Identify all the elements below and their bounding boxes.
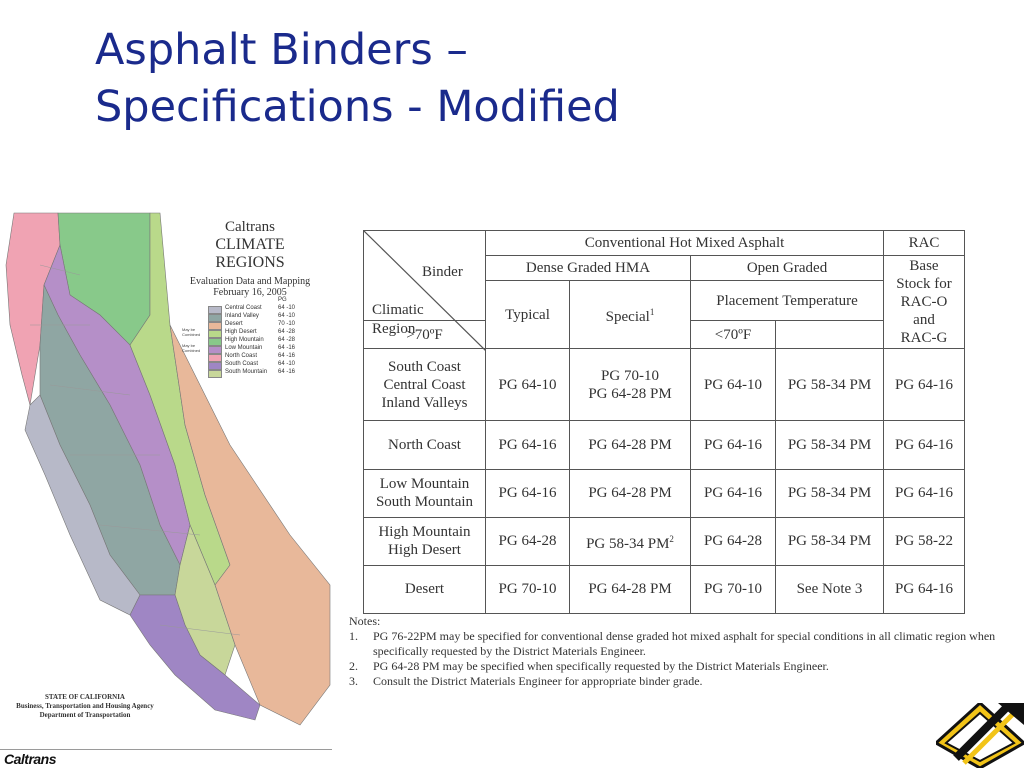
footnote-mark: 1 bbox=[649, 307, 655, 318]
header-climatic-region bbox=[372, 301, 424, 339]
region-line: High Mountain bbox=[378, 524, 471, 541]
cell-rac: PG 64-16 bbox=[884, 469, 965, 517]
header-base-line: RAC-G bbox=[900, 330, 948, 347]
cell-lt70: PG 58-34 PM bbox=[776, 517, 884, 565]
table-row bbox=[364, 469, 965, 517]
map-agency-line: Business, Transportation and Housing Agency bbox=[16, 702, 154, 710]
slide-title-line-1: Asphalt Binders – bbox=[95, 25, 468, 75]
cell-region: Desert bbox=[364, 565, 486, 613]
table-row bbox=[364, 421, 965, 469]
header-climatic-line: Climatic bbox=[372, 302, 424, 318]
combine-note: May be Combined bbox=[182, 327, 201, 337]
header-base-line: Base bbox=[909, 258, 939, 275]
table-row bbox=[364, 349, 965, 421]
region-line: South Mountain bbox=[375, 494, 474, 511]
header-rac: RAC bbox=[884, 231, 965, 256]
special-value: PG 58-34 PM bbox=[586, 535, 670, 552]
cell-region bbox=[364, 349, 486, 421]
climate-regions-map bbox=[0, 205, 332, 733]
header-dense-graded: Dense Graded HMA bbox=[486, 256, 691, 281]
legend-item bbox=[208, 345, 328, 353]
slide-title-line-2: Specifications - Modified bbox=[95, 82, 620, 132]
legend-pg: 70 -10 bbox=[278, 321, 296, 327]
legend-pg: 64 -10 bbox=[278, 313, 296, 319]
legend-name: High Desert bbox=[225, 329, 257, 335]
cell-region bbox=[364, 517, 486, 565]
cell-typical: PG 64-10 bbox=[486, 349, 570, 421]
legend-name: South Mountain bbox=[225, 369, 268, 375]
legend-item bbox=[208, 313, 328, 321]
table-notes bbox=[349, 614, 1009, 689]
cell-rac: PG 64-16 bbox=[884, 565, 965, 613]
cell-region bbox=[364, 469, 486, 517]
map-title-caltrans: Caltrans bbox=[225, 219, 275, 235]
special-line: PG 64-28 PM bbox=[588, 385, 672, 402]
notes-heading: Notes: bbox=[349, 614, 381, 628]
note-number: 1. bbox=[349, 629, 358, 643]
map-subtitle: Evaluation Data and Mapping bbox=[189, 276, 311, 287]
cell-typical: PG 70-10 bbox=[486, 565, 570, 613]
slide-title bbox=[95, 22, 620, 136]
map-department-line: Department of Transportation bbox=[39, 711, 131, 719]
header-base-line: Stock for bbox=[896, 276, 952, 293]
footnote-mark: 2 bbox=[669, 533, 674, 544]
legend-pg: 64 -16 bbox=[278, 353, 296, 359]
cell-typical: PG 64-16 bbox=[486, 469, 570, 517]
map-title-climate-regions: CLIMATE REGIONS bbox=[215, 236, 285, 271]
legend-item bbox=[208, 353, 328, 361]
header-open-graded: Open Graded bbox=[691, 256, 884, 281]
legend-pg-header: PG bbox=[278, 297, 287, 303]
legend-name: Desert bbox=[225, 321, 243, 327]
legend-pg: 64 -16 bbox=[278, 369, 296, 375]
table-row bbox=[364, 517, 965, 565]
header-placement-temp: Placement Temperature bbox=[691, 281, 884, 321]
note-item bbox=[349, 659, 1009, 674]
legend-name: High Mountain bbox=[225, 337, 264, 343]
legend-name: Central Coast bbox=[225, 305, 262, 311]
cell-rac: PG 58-22 bbox=[884, 517, 965, 565]
region-line: High Desert bbox=[388, 542, 461, 559]
cell-lt70: PG 58-34 PM bbox=[776, 349, 884, 421]
map-title bbox=[180, 219, 320, 298]
legend-pg: 64 -16 bbox=[278, 345, 296, 351]
cell-typical: PG 64-28 bbox=[486, 517, 570, 565]
header-special bbox=[570, 281, 691, 349]
legend-name: South Coast bbox=[225, 361, 259, 367]
cell-region: North Coast bbox=[364, 421, 486, 469]
note-item bbox=[349, 629, 1009, 659]
cell-rac: PG 64-16 bbox=[884, 349, 965, 421]
cell-typical: PG 64-16 bbox=[486, 421, 570, 469]
legend-pg: 64 -28 bbox=[278, 337, 296, 343]
region-line: South Coast bbox=[388, 358, 461, 375]
header-gt70: >70ºF bbox=[364, 321, 486, 349]
region-line: Low Mountain bbox=[379, 476, 470, 493]
cell-special bbox=[570, 349, 691, 421]
header-conventional: Conventional Hot Mixed Asphalt bbox=[486, 231, 884, 256]
cell-gt70: PG 64-16 bbox=[691, 421, 776, 469]
legend-name: North Coast bbox=[225, 353, 258, 359]
footer-divider bbox=[0, 749, 332, 750]
cell-gt70: PG 70-10 bbox=[691, 565, 776, 613]
special-line: PG 70-10 bbox=[601, 367, 659, 384]
header-base-line: and bbox=[913, 312, 935, 329]
caltrans-logo: Caltrans bbox=[4, 751, 57, 767]
map-date: February 16, 2005 bbox=[213, 287, 287, 298]
note-text: Consult the District Materials Engineer for appropriate binder grade. bbox=[373, 674, 703, 688]
header-lt70: <70ºF bbox=[691, 321, 776, 349]
note-text: PG 64-28 PM may be specified when specifically requested by the District Materials Engineer. bbox=[373, 659, 829, 673]
cell-gt70: PG 64-10 bbox=[691, 349, 776, 421]
legend-name: Inland Valley bbox=[225, 313, 259, 319]
cell-gt70: PG 64-16 bbox=[691, 469, 776, 517]
legend-swatch bbox=[208, 370, 222, 378]
legend-item bbox=[208, 361, 328, 369]
legend-item bbox=[208, 369, 328, 377]
legend-item bbox=[208, 305, 328, 313]
binder-spec-table bbox=[363, 230, 965, 614]
note-number: 3. bbox=[349, 674, 358, 688]
note-item bbox=[349, 674, 1009, 689]
legend-pg: 64 -28 bbox=[278, 329, 296, 335]
header-binder: Binder bbox=[422, 264, 463, 280]
map-agency-caption bbox=[10, 693, 160, 720]
header-special-label: Special bbox=[605, 309, 650, 326]
header-region-line: Region bbox=[372, 321, 416, 337]
note-text: PG 76-22PM may be specified for conventional dense graded hot mixed asphalt for special conditions in all climatic region when specifically requested by the District Materials Engineer. bbox=[373, 629, 996, 658]
legend-pg: 64 -10 bbox=[278, 361, 296, 367]
legend-item bbox=[208, 321, 328, 329]
note-number: 2. bbox=[349, 659, 358, 673]
cell-special: PG 64-28 PM bbox=[570, 421, 691, 469]
corner-logo-icon bbox=[936, 703, 1024, 768]
cell-rac: PG 64-16 bbox=[884, 421, 965, 469]
legend-item bbox=[208, 329, 328, 337]
header-base-stock bbox=[884, 256, 965, 349]
map-state-line: STATE OF CALIFORNIA bbox=[45, 693, 125, 701]
region-line: Central Coast bbox=[383, 376, 466, 393]
legend-pg: 64 -10 bbox=[278, 305, 296, 311]
legend-item bbox=[208, 337, 328, 345]
table-row bbox=[364, 565, 965, 613]
header-typical: Typical bbox=[486, 281, 570, 349]
legend-name: Low Mountain bbox=[225, 345, 263, 351]
cell-lt70: PG 58-34 PM bbox=[776, 469, 884, 517]
cell-lt70: See Note 3 bbox=[776, 565, 884, 613]
cell-special: PG 64-28 PM bbox=[570, 565, 691, 613]
header-base-line: RAC-O bbox=[900, 294, 948, 311]
cell-gt70: PG 64-28 bbox=[691, 517, 776, 565]
combine-note: May be Combined bbox=[182, 343, 201, 353]
cell-lt70: PG 58-34 PM bbox=[776, 421, 884, 469]
region-line: Inland Valleys bbox=[381, 394, 468, 411]
cell-special: PG 64-28 PM bbox=[570, 469, 691, 517]
cell-special bbox=[570, 517, 691, 565]
